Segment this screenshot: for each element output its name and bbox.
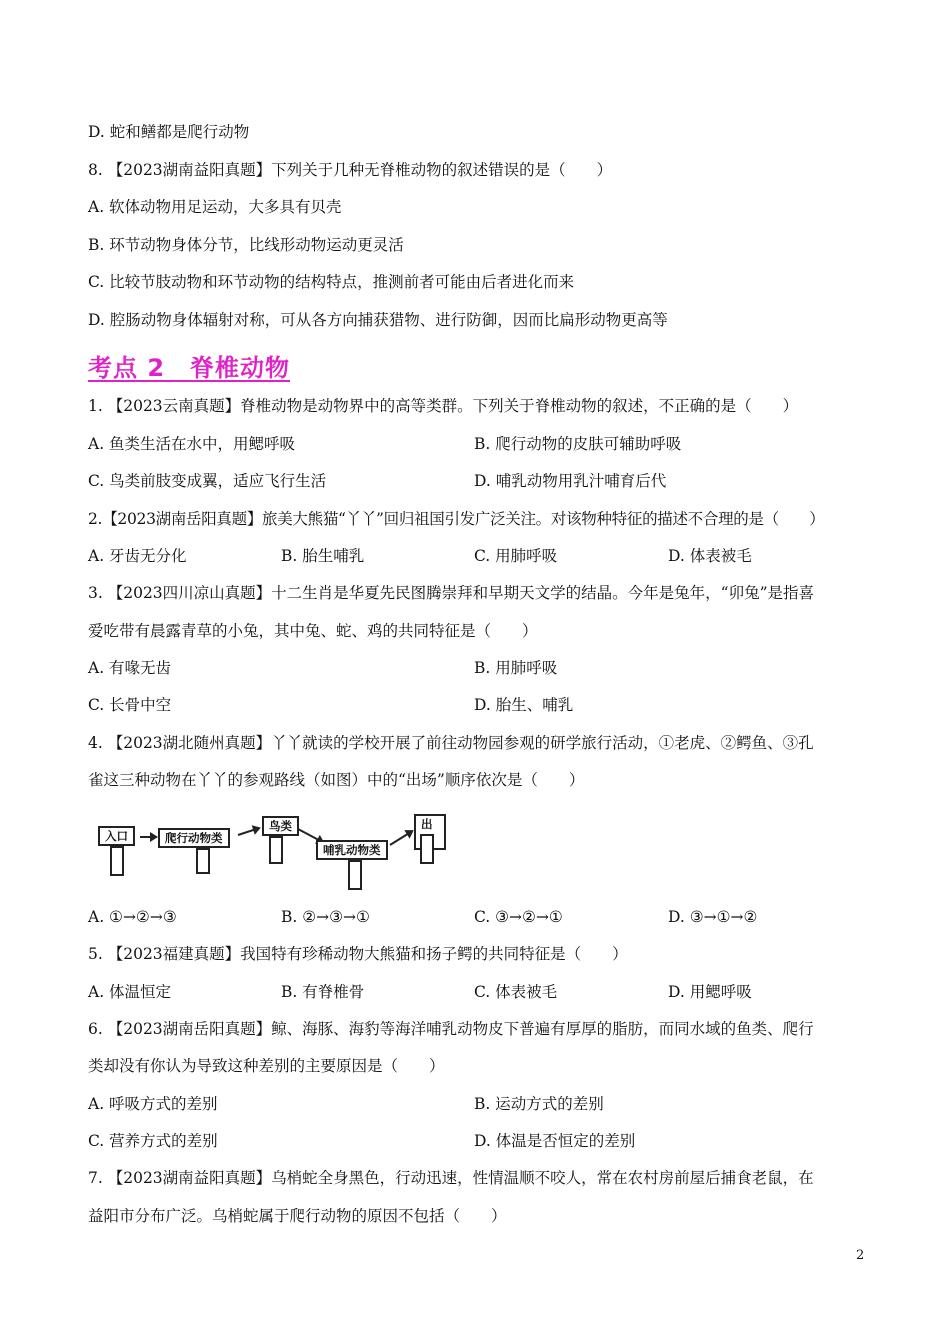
question-stem: 1. 【2023云南真题】脊椎动物是动物界中的高等类群。下列关于脊椎动物的叙述，不正确的是（ ） <box>88 397 799 415</box>
section-title: 考点 2 脊椎动物 <box>88 354 291 382</box>
question-stem: 雀这三种动物在丫丫的参观路线（如图）中的“出场”顺序依次是（ ） <box>88 771 585 789</box>
question-option: A. 鱼类生活在水中，用鳃呼吸 <box>88 435 296 453</box>
question-option: D. 体表被毛 <box>668 547 752 565</box>
diagram-birds: 鸟类 <box>262 816 299 836</box>
question-stem: 7. 【2023湖南益阳真题】乌梢蛇全身黑色，行动迅速，性情温顺不咬人，常在农村房前屋后捕食老鼠，在 <box>88 1169 814 1187</box>
question-option: C. 比较节肢动物和环节动物的结构特点，推测前者可能由后者进化而来 <box>88 273 575 291</box>
arrow-icon <box>389 830 412 845</box>
question-option: B. 有脊椎骨 <box>281 983 365 1001</box>
question-option: B. 用肺呼吸 <box>474 659 558 677</box>
arrow-icon <box>238 827 260 836</box>
question-option: B. 胎生哺乳 <box>281 547 365 565</box>
question-stem: 5. 【2023福建真题】我国特有珍稀动物大熊猫和扬子鳄的共同特征是（ ） <box>88 945 628 963</box>
question-option: B. 爬行动物的皮肤可辅助呼吸 <box>474 435 682 453</box>
question-option: A. ①→②→③ <box>88 908 177 926</box>
page-number: 2 <box>856 1248 865 1263</box>
arrow-icon <box>140 836 156 838</box>
question-option: D. 体温是否恒定的差别 <box>474 1132 636 1150</box>
question-option: B. 运动方式的差别 <box>474 1095 604 1113</box>
question-option: D. 用鳃呼吸 <box>668 983 752 1001</box>
question-option: C. 鸟类前肢变成翼，适应飞行生活 <box>88 472 327 490</box>
question-option: D. 蛇和鳝都是爬行动物 <box>88 123 250 141</box>
question-stem: 类却没有你认为导致这种差别的主要原因是（ ） <box>88 1057 445 1075</box>
question-option: A. 有喙无齿 <box>88 659 172 677</box>
question-option: A. 呼吸方式的差别 <box>88 1095 218 1113</box>
signpost <box>348 860 362 890</box>
question-option: A. 软体动物用足运动，大多具有贝壳 <box>88 198 342 216</box>
question-option: B. ②→③→① <box>281 908 370 926</box>
question-stem: 6. 【2023湖南岳阳真题】鲸、海豚、海豹等海洋哺乳动物皮下普遍有厚厚的脂肪，而同水域的鱼类、爬行 <box>88 1020 814 1038</box>
question-option: D. 哺乳动物用乳汁哺育后代 <box>474 472 667 490</box>
question-option: C. 营养方式的差别 <box>88 1132 218 1150</box>
signpost <box>420 834 434 864</box>
diagram-entrance: 入口 <box>98 826 135 846</box>
question-option: D. 胎生、哺乳 <box>474 696 574 714</box>
route-diagram <box>86 806 446 898</box>
question-option: A. 牙齿无分化 <box>88 547 187 565</box>
question-stem: 3. 【2023四川凉山真题】十二生肖是华夏先民图腾崇拜和早期天文学的结晶。今年是兔年，“卯兔”是指喜 <box>88 584 815 602</box>
diagram-reptiles: 爬行动物类 <box>158 828 230 848</box>
question-option: D. 腔肠动物身体辐射对称，可从各方向捕获猎物、进行防御，因而比扁形动物更高等 <box>88 311 668 329</box>
question-stem: 4. 【2023湖北随州真题】丫丫就读的学校开展了前往动物园参观的研学旅行活动，①老虎、②鳄鱼、③孔 <box>88 734 814 752</box>
question-stem: 8. 【2023湖南益阳真题】下列关于几种无脊椎动物的叙述错误的是（ ） <box>88 161 613 179</box>
signpost <box>196 848 210 874</box>
question-stem: 益阳市分布广泛。乌梢蛇属于爬行动物的原因不包括（ ） <box>88 1207 507 1225</box>
signpost <box>269 836 283 864</box>
signpost <box>110 846 124 876</box>
question-option: A. 体温恒定 <box>88 983 172 1001</box>
question-option: C. 长骨中空 <box>88 696 172 714</box>
diagram-mammals: 哺乳动物类 <box>316 840 388 860</box>
diagram-exit: 出 <box>414 814 446 850</box>
question-option: B. 环节动物身体分节，比线形动物运动更灵活 <box>88 236 404 254</box>
question-option: D. ③→①→② <box>668 908 758 926</box>
question-option: C. ③→②→① <box>474 908 563 926</box>
question-option: C. 用肺呼吸 <box>474 547 558 565</box>
question-stem: 爱吃带有晨露青草的小兔，其中兔、蛇、鸡的共同特征是（ ） <box>88 622 538 640</box>
question-stem: 2.【2023湖南岳阳真题】旅美大熊猫“丫丫”回归祖国引发广泛关注。对该物种特征的描述不合理的是（ ） <box>88 510 825 528</box>
question-option: C. 体表被毛 <box>474 983 558 1001</box>
